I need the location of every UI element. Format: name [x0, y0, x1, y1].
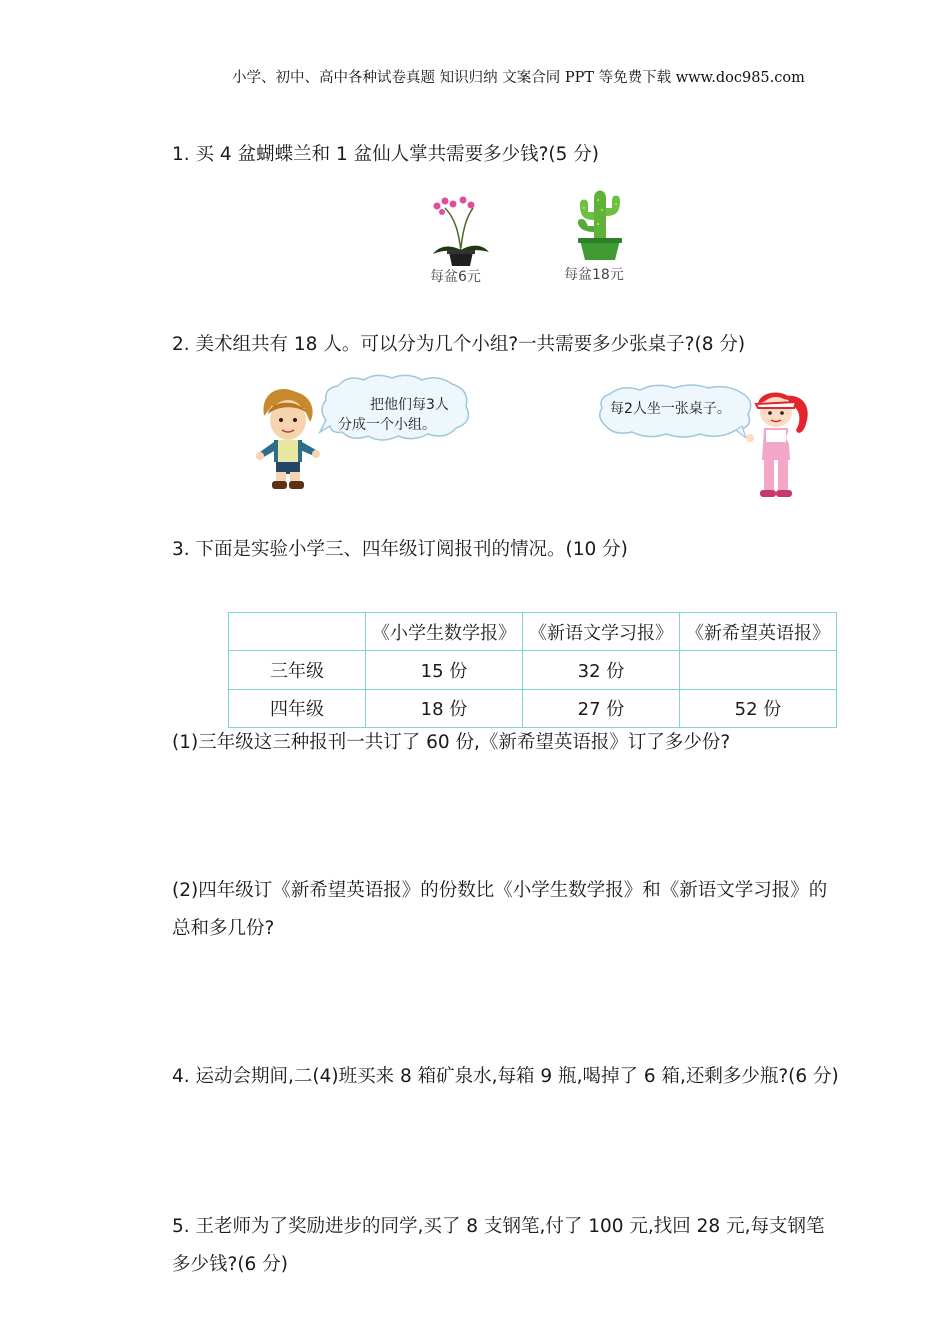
question-3-part-2-line-1: (2)四年级订《新希望英语报》的份数比《小学生数学报》和《新语文学习报》的 — [172, 880, 828, 901]
boy-character-icon — [250, 386, 326, 494]
question-4: 4. 运动会期间,二(4)班买来 8 箱矿泉水,每箱 9 瓶,喝掉了 6 箱,还剩多少瓶?(6 分) — [172, 1066, 839, 1087]
table-cell: 四年级 — [229, 689, 366, 727]
boy-bubble-line-1: 把他们每3人 — [370, 397, 449, 413]
table-row — [229, 689, 837, 727]
orchid-plant-icon — [425, 188, 495, 272]
girl-character-icon — [746, 386, 812, 506]
orchid-price-caption: 每盆6元 — [430, 269, 481, 285]
table-cell: 27 份 — [523, 689, 680, 727]
question-5-line-2: 多少钱?(6 分) — [172, 1254, 288, 1275]
table-header-cell — [229, 613, 366, 651]
table-cell: 32 份 — [523, 651, 680, 689]
page-header: 小学、初中、高中各种试卷真题 知识归纳 文案合同 PPT 等免费下载 www.doc985.com — [232, 70, 805, 86]
question-3-part-1: (1)三年级这三种报刊一共订了 60 份,《新希望英语报》订了多少份? — [172, 732, 731, 753]
cactus-plant-icon — [568, 180, 630, 268]
boy-bubble-line-2: 分成一个小组。 — [338, 417, 436, 433]
table-cell: 18 份 — [366, 689, 523, 727]
question-1: 1. 买 4 盆蝴蝶兰和 1 盆仙人掌共需要多少钱?(5 分) — [172, 144, 600, 165]
table-row — [229, 651, 837, 689]
table-cell: 52 份 — [680, 689, 837, 727]
table-header-row — [229, 613, 837, 651]
question-5-line-1: 5. 王老师为了奖励进步的同学,买了 8 支钢笔,付了 100 元,找回 28 元,每支钢笔 — [172, 1216, 825, 1237]
question-3-part-2-line-2: 总和多几份? — [172, 918, 275, 939]
subscription-table — [228, 612, 837, 728]
girl-bubble-text: 每2人坐一张桌子。 — [610, 401, 731, 417]
table-header-cell: 《新希望英语报》 — [680, 613, 837, 651]
table-cell — [680, 651, 837, 689]
table-header-cell: 《新语文学习报》 — [523, 613, 680, 651]
table-cell: 15 份 — [366, 651, 523, 689]
table-header-cell: 《小学生数学报》 — [366, 613, 523, 651]
cactus-price-caption: 每盆18元 — [564, 267, 624, 283]
question-2: 2. 美术组共有 18 人。可以分为几个小组?一共需要多少张桌子?(8 分) — [172, 334, 746, 355]
table-cell: 三年级 — [229, 651, 366, 689]
question-3: 3. 下面是实验小学三、四年级订阅报刊的情况。(10 分) — [172, 539, 628, 560]
